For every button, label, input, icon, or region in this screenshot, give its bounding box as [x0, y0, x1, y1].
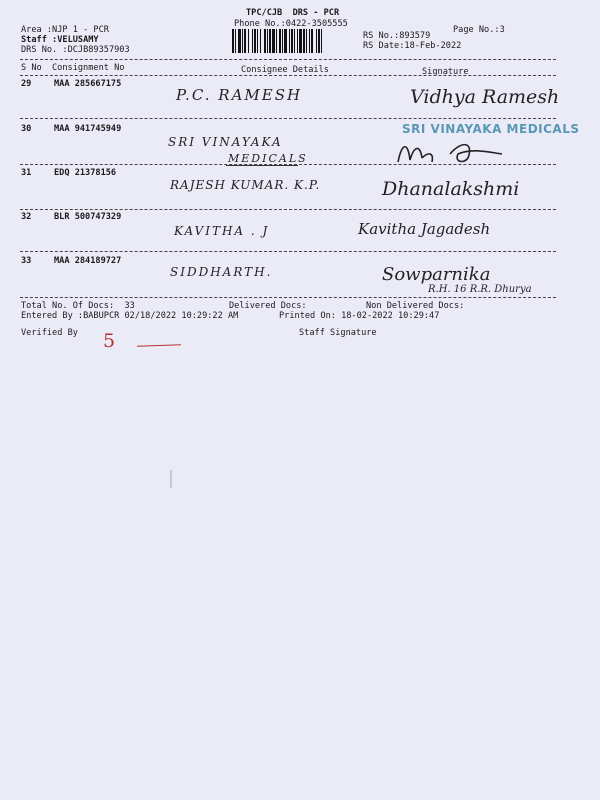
row-divider [20, 251, 556, 252]
document-title: TPC/CJB DRS - PCR [246, 8, 340, 18]
staff-signature: Staff Signature [299, 328, 377, 338]
column-header-sno: S No [21, 63, 42, 73]
underline [226, 165, 298, 166]
row-divider [20, 297, 556, 298]
row-consignment: MAA 941745949 [54, 124, 122, 134]
row-consignment: BLR 500747329 [54, 212, 122, 222]
row-consignee: SIDDHARTH. [170, 265, 273, 279]
printed-on: Printed On: 18-02-2022 10:29:47 [279, 311, 440, 321]
row-sno: 32 [21, 212, 32, 222]
total-docs: Total No. Of Docs: 33 [21, 301, 135, 311]
barcode-bar [322, 29, 323, 53]
row-consignment: MAA 285667175 [54, 79, 122, 89]
row-consignee: P.C. RAMESH [176, 86, 303, 104]
row-signature: Kavitha Jagadesh [358, 220, 491, 238]
row-divider [20, 209, 556, 210]
company-stamp: SRI VINAYAKA MEDICALS [402, 122, 580, 136]
scan-artifact [170, 470, 172, 488]
rs-number: RS No.:893579 [363, 31, 431, 41]
delivered-docs: Delivered Docs: [229, 301, 307, 311]
row-sno: 30 [21, 124, 32, 134]
row-divider [20, 118, 556, 119]
header-divider [20, 59, 556, 60]
handwritten-dash [137, 344, 181, 347]
rs-date: RS Date:18-Feb-2022 [363, 41, 462, 51]
row-signature: Sowparnika [382, 264, 491, 285]
row-signature: Dhanalakshmi [382, 178, 520, 200]
non-delivered-docs: Non Delivered Docs: [366, 301, 465, 311]
row-sno: 31 [21, 168, 32, 178]
row-consignment: EDQ 21378156 [54, 168, 117, 178]
row-sno: 33 [21, 256, 32, 266]
row-consignee-line2: MEDICALS [228, 152, 308, 165]
column-header-divider [20, 75, 556, 76]
row-consignment: MAA 284189727 [54, 256, 122, 266]
entered-by: Entered By :BABUPCR 02/18/2022 10:29:22 AM [21, 311, 239, 321]
drs-number: DRS No. :DCJB89357903 [21, 45, 130, 55]
row-signature: Vidhya Ramesh [410, 86, 560, 108]
row-consignee: KAVITHA . J [174, 224, 270, 238]
handwritten-count: 5 [103, 330, 116, 352]
row-signature-note: R.H. 16 R.R. Dhurya [428, 284, 532, 295]
barcode-icon [232, 29, 358, 53]
area-field: Area :NJP 1 - PCR [21, 25, 109, 35]
page-number: Page No.:3 [453, 25, 505, 35]
signature-scribble [392, 134, 542, 168]
row-divider [20, 164, 556, 165]
staff-field: Staff :VELUSAMY [21, 35, 99, 45]
row-consignee: SRI VINAYAKA [168, 135, 283, 149]
row-sno: 29 [21, 79, 32, 89]
column-header-signature: Signature [422, 67, 469, 77]
verified-by: Verified By [21, 328, 78, 338]
row-consignee: RAJESH KUMAR. K.P. [170, 178, 321, 192]
column-header-consignment: Consignment No [52, 63, 125, 73]
phone-number: Phone No.:0422-3505555 [234, 19, 348, 29]
column-header-consignee: Consignee Details [241, 65, 329, 75]
